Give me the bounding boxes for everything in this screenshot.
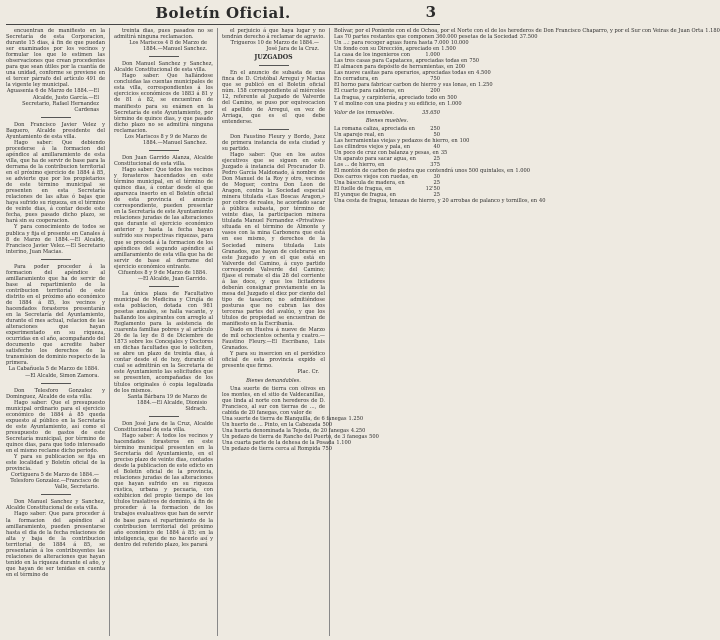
list-item: Una cesta de fragua, tenazas de hierro, y 20 arrobas de palanco y tornillos, en 40 xyxy=(334,198,546,205)
sub-heading: Bienes muebles. xyxy=(365,117,409,124)
signature: Trigueros 10 de Marzo de 1884.—José Jara de la Cruz. xyxy=(230,40,319,53)
signature: Aguasenia 6 de Marzo de 1884.—El Alcalde, Justo García.—El Secretario, Rafael Hernandez Cardenas xyxy=(6,88,99,113)
separator xyxy=(149,56,179,57)
paragraph: Don Manuel Sanchez y Sanchez, Alcalde Constitucional de esta villa. xyxy=(6,499,105,512)
paragraph: Don Francisco Javier Velez y Baquero, Alcalde presidente del Ayuntamiento de esta villa. xyxy=(6,121,105,140)
separator xyxy=(259,65,289,66)
column-2 xyxy=(114,28,213,636)
list-item: Una báscula de madera, en 25 xyxy=(334,180,440,187)
paragraph: Dado en Huelva á nueve de Marzo de mil ochocientos ochenta y cuatro.—Faustino Fleury.—El Escribano, Luis Granados. xyxy=(222,327,325,352)
list-item: Un huerto de ... Pinto, en la Cabezada 500 xyxy=(222,421,333,428)
paragraph: Una suerte de tierra con olivos en los montes, en el sitio de Valdecanillas, que linda al norte con herederos de D. Francisco, al sur con tierras de ..., de cabida de 20 fanegas, con valor de xyxy=(222,385,325,416)
list-item: El montón de carbon de piedra que contendrá unos 500 quintales, en 1.000 xyxy=(334,168,530,175)
list-item: Bolívar, por el Poniente con el de Ochoa, por el Norte con el de los herederos de Don Francisco Chaparro, y por el Sur con Veiras de Juan Orta 1.180 xyxy=(334,28,720,34)
separator xyxy=(41,383,71,384)
paragraph: Don Faustino Fleury y Bordo, Juez de primera instancia de esta ciudad y su partido. xyxy=(222,133,325,152)
signature: Cortiguera 5 de Marzo de 1884.—Telesforo Gonzalez.—Francisco de Valle, Secretario. xyxy=(10,472,99,491)
separator xyxy=(149,286,179,287)
column-divider xyxy=(217,28,218,636)
list-item: En cerradura, en 750 xyxy=(334,76,440,83)
list-item: Un aparato para sacar agua, en 25 xyxy=(334,155,440,162)
column-divider xyxy=(109,28,110,636)
paragraph: Para poder proceder á la formacion del apéndice al amillaramiento que ha de servir de base al repartimiento de la contribucion territorial de este distrito en el próximo año económico de 1884 á 85, los vecinos y hacendados forasteros presentarán en la Secretaría del Ayuntamiento, durante el mes actual, relacion de las alteraciones que hayan experimentado en su riqueza, ocurridas en el año, acompañando del documento que acredite haber satisfecho los derechos de la transmision de dominio respecto de la primera. xyxy=(6,263,105,367)
paragraph: treinta dias, pues pasados no se admitirá ninguna reclamacion. xyxy=(114,28,213,41)
list-item: Dos carros viejos con ruedas, en 30 xyxy=(334,174,440,181)
paragraph: La única plaza de Facultativo municipal de Medicina y Cirujía de esta poblacion, dotada con 981 pesetas anuales, se halla vacante, y hallando los aspirantes con arreglo al Reglamento para la asistencia de cuarenta familias pobres y al artículo 26 de la ley de 8 de Diciembre de 1873 sobre los Concejales y Doctores en dichas facultades que lo soliciten, se abre un plazo de treinta dias, á contar desde el de hoy, durante el cual se admitirán en la Secretaría de este Ayuntamiento las solicitudes que se presenten, acompañadas de los títulos originales ó copia legalizada de los mismos. xyxy=(114,290,213,394)
separator xyxy=(149,150,179,151)
paragraph: Don Manuel Sanchez y Sanchez, Alcalde Constitucional de esta villa. xyxy=(114,61,213,74)
paragraph: Hago saber: Que en los autos ejecutivos que se siguen en este Juzgado á instancia del Procurador D. Pedro García Maldonado, á nombre de Don Manuel de la Roy y otro, vecinos de Moguer, contra Don Leon de Aragon, contra la Sociedad especial minera titulada «Las Boscas Aragon,» por cobro de reales, he acordado sacar á pública subasta, por término de veinte dias, la participacion minera titulada Manuel Fernandez «Privativa» situada en el término de Almonte y vasos con la mina Carbonera que está en ese mismo, y derechos de la Sociedad minera titulada Luis Granados, que hayan de celebrarse en este Juzgado y en el que está en Valverde del Camino, á cuyo partido corresponde Valverde del Camino; fíjase el remate el dia 28 del corriente á las doce, y que los licitadores deberán consignar previamente en la mesa del Juzgado el diez por ciento del tipo de tasacion; no admitiéndose posturas que no cubran las dos terceras partes del avalúo, y que los títulos de propiedad se encuentran de manifiesto en la Escribanía. xyxy=(222,151,325,328)
paragraph: En el anuncio de subasta de una finca de D. Cristóbal Arregui y Macias que se publicó en el Boletín oficial núm. 158 correspondiente al miércoles 12, referente al Juzgado de Valverde del Camino, se puso por equivocacion el apellido de Arregui, en vez de Arriaga, que es el que debe entenderse. xyxy=(222,70,325,125)
paragraph: Don José Jara de la Cruz, Alcalde Constitucional de esta villa. xyxy=(114,420,213,433)
list-item: La fragua, y carpintería, apreciado todo en 500 xyxy=(334,94,457,101)
separator xyxy=(41,117,71,118)
paragraph: encuentran de manifiesto en la Secretaría de esta Corporacion, durante 15 dias, á fin de que puedan ser examinados por los vecinos y formular los que lo estimen las observaciones que crean procedentes para que sean útiles por la cuantía de una unidad, conforme se previene en el tercer párrafo del artículo 491 de la vigente ley municipal. xyxy=(6,28,105,89)
list-item: Un fondo con su Dirección, apreciado en 1.500 xyxy=(334,46,456,53)
page-title: Boletín Oficial. xyxy=(155,4,291,22)
column-divider xyxy=(329,28,330,636)
list-item: Un pedazo de tierra cerca al Rompida 750 xyxy=(222,446,332,453)
section-heading: JUZGADOS xyxy=(254,54,293,62)
list-item: Un ...: para recoger aguas fuera hasta 7.000 10.000 xyxy=(334,40,469,47)
paragraph: Don Telesforo Gonzalez y Dominguez, Alcalde de esta villa. xyxy=(6,387,105,400)
list-item: Las herramientas viejas y pedazos de hierro, en 100 xyxy=(334,137,470,144)
paragraph: Hago saber: Que hallándose concluidas las cuentas municipales de esta villa, correspondientes á los ejercicios económicos de 1883 á 81 y de 81 á 82, se encuentran de manifiesto para su exámen en la Secretaría de este Ayuntamiento, por término de quince dias, y que pasado dicho plazo no se admitirá ninguna reclamacion. xyxy=(114,73,213,134)
signature: Plac. Cr. xyxy=(297,369,319,376)
list-item: Las 70 partes restantes que componen 360.000 pesetas de la Sociedad 37.500 xyxy=(334,34,538,41)
list-item: Las nueve casitas para operarios, apreciadas todas en 4.500 xyxy=(334,70,491,77)
paragraph: Y para su publicacion se fija en este localidad y Boletín oficial de la provincia. xyxy=(6,454,105,473)
list-item: Los ... de hierro, en 375 xyxy=(334,161,440,168)
column-3 xyxy=(222,28,379,636)
separator xyxy=(149,416,179,417)
list-item: Las tres casas para Capataces, apreciadas todas en 750 xyxy=(334,58,480,65)
signature: Cifuentes 8 y 9 de Marzo de 1884.—El Alcalde, Juan Garrido. xyxy=(118,269,207,282)
columns xyxy=(6,28,720,636)
list-item: Un aparejo real, en 50 xyxy=(334,131,440,138)
list-item: La casa de los ingenieros con 1.000 xyxy=(334,52,440,59)
sub-heading: Bienes demandables. xyxy=(246,377,301,384)
separator xyxy=(41,494,71,495)
signature: Santa Bárbara 19 de Marzo de 1884.—El Alcalde, Dionisio Sidrach. xyxy=(127,393,207,412)
list-item: El yunque de fragua, en 25 xyxy=(334,192,440,199)
list-item: Una suerte de tierra de Blanquilla, de 6 fanegas 1.250 xyxy=(222,415,364,422)
list-item: Los cilindros viejos y pala, en 40 xyxy=(334,143,440,150)
paragraph: el perjuicio á que haya lugar y no tendrán derecho á reclamar de agravio. xyxy=(222,28,325,41)
column-1 xyxy=(6,28,105,636)
list-item: Y el molino con una piedra y su edificio, en 1.000 xyxy=(334,100,462,107)
paragraph: Hago saber: Que debiendo procederse á la formacion del apéndice al amillaramiento de esta villa, que ha de servir de base para la derrama de la contribucion territorial en el próximo ejercicio de 1884 á 85, se advierte que por los propietarios de este término municipal se presenten en esta Secretaría relaciones de las altas ó bajas que haya sufrido su riqueza, en el término de veinte dias, á contar desde este fecha, pues pasado dicho plazo, se hará sin su cooperacion. xyxy=(6,139,105,225)
list-item: El almacen para depósito de herramientas, en 200 xyxy=(334,64,466,71)
list-item: Un poco de cruz con balanza y pesas, en 35 xyxy=(334,149,448,156)
separator xyxy=(259,129,289,130)
paragraph: Don Juan Garrido Alanza, Alcalde Constitucional de esta villa. xyxy=(114,154,213,167)
paragraph: Hago saber: Que todos los vecinos y forasteros hacendados en este término municipal, en el término de quince dias, á contar desde el que aparezca inserto en el Boletín oficial de esta provincia el anuncio correspondiente, pueden presentar en la Secretaría de este Ayuntamiento relaciones juradas de las alteraciones que durante el ejercicio económico anterior y hasta la fecha hayan sufrido sus respectivas riquezas, para que se proceda á la formacion de los apéndices del segundo apéndice al amillaramiento de esta villa que ha de servir de base al derrame del ejercicio económico entrante. xyxy=(114,166,213,270)
list-item: El horno para fabricar carbon de hierro y sus lonas, en 1.250 xyxy=(334,82,493,89)
signature: Los Mariscos 4 8 de Marzo de 1884.—Manuel Sanchez. xyxy=(129,40,207,53)
total-row: Valor de los inmuebles. 35.650 xyxy=(334,109,440,116)
paragraph: Hago saber: Á todos los vecinos y hacendados forasteros en este término municipal presenten en la Secretaría del Ayuntamiento, en el preciso plazo de veinte dias, contados desde la publicacion de este edicto en el Boletín oficial de la provincia, relaciones juradas de las alteraciones que hayan sufrido en su riqueza rústica, urbana y pecuaria, con exhibicion del propio tiempo de los títulos traslativos de dominio, á fin de proceder á la formacion de los trabajos evaluativos que han de servir de base para el repartimiento de la contribucion territorial del próximo año económico de 1884 á 85; en la inteligencia, que de no hacerlo así y dentro del referido plazo, les parará xyxy=(114,432,213,548)
list-item: Una huerta denominada la Tejeda, de 20 fanegas 4.250 xyxy=(222,427,366,434)
page-number: 3 xyxy=(425,3,436,21)
paragraph: Y para conocimiento de todos se publica y fija el presente en Canales á 8 de Marzo de 1884.—El Alcalde, Francisco Javier Velez.—El Secretario interino, Juan Macias. xyxy=(6,224,105,255)
list-item: El fuelle de fragua, en 12'50 xyxy=(334,186,440,193)
signature: La Cabañuela 5 de Marzo de 1884.—El Alcalde, Simon Zamora. xyxy=(8,366,99,379)
signature: Los Mariscos 8 y 9 de Marzo de 1884.—Manuel Sanchez. xyxy=(124,133,207,146)
paragraph: Y para su insercion en el periódico oficial de esta provincia expido el presente que firmo. xyxy=(222,351,325,370)
list-item: Un pedazo de tierra de Rancho del Puerto, de 3 fanegas 500 xyxy=(222,433,379,440)
list-item: La romana caliza, apreciada en 250 xyxy=(334,125,440,132)
paragraph: Hago saber: Que el presupuesto municipal ordinario para el ejercicio económico de 1884 á 85 queda expuesto al público en la Secretaría de este Ayuntamiento, así como el presupuesto de gastos de este Secretaría municipal, por término de quince dias, para que todo interesado en el mismo reclame dicho periodo. xyxy=(6,399,105,455)
separator xyxy=(41,259,71,260)
paragraph: Hago saber: Que para proceder á la formacion del apéndice al amillaramiento, pueden presentarse hasta el dia de la fecha relaciones de alta y baja de la contribucion territorial de 1884 á 85, se presentarán á los contribuyentes las relaciones de alteraciones que hayan tenido en la riqueza durante el año, y que hayan de ser tenidas en cuenta en el término de xyxy=(6,511,105,578)
header-rule xyxy=(6,24,440,25)
list-item: El cuarto para calderas, en 200 xyxy=(334,88,440,95)
column-4 xyxy=(334,28,720,636)
list-item: Una cuarta parte de la dehesa de la Posada 1.100 xyxy=(222,440,351,446)
